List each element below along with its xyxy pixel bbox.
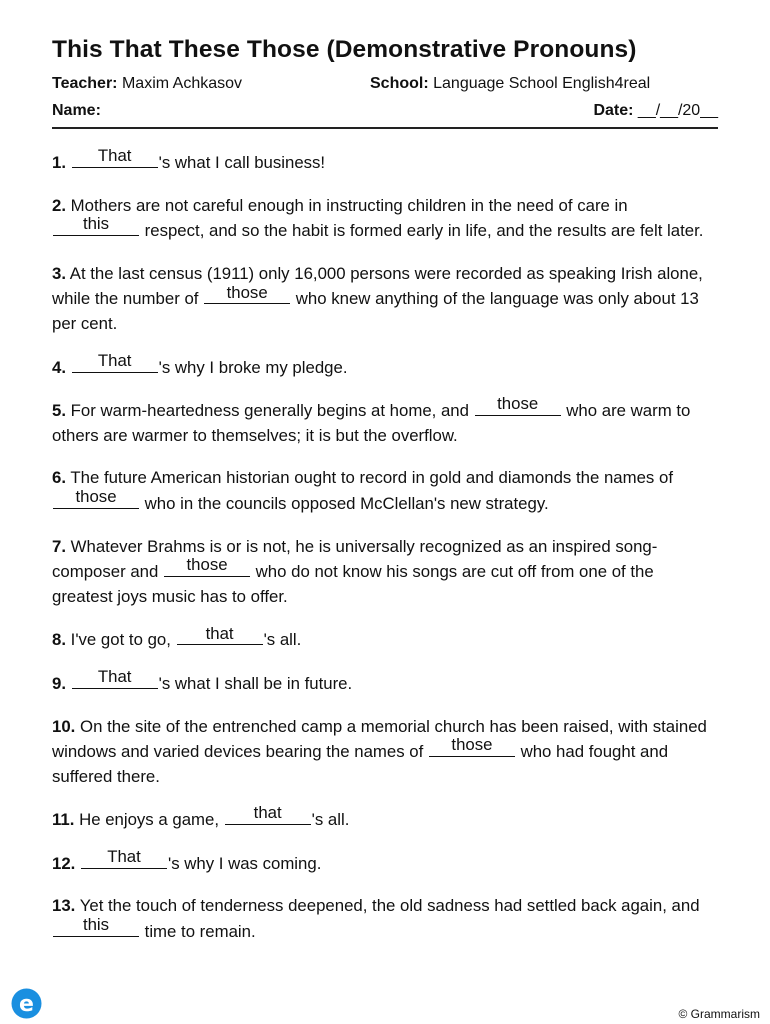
- question-text-after: time to remain.: [140, 922, 256, 942]
- header-divider: [52, 127, 718, 129]
- school-label: School:: [370, 75, 429, 92]
- date-label: Date:: [593, 102, 634, 119]
- answer-text: those: [497, 394, 539, 414]
- question-number: 12.: [52, 853, 76, 873]
- date-info: [593, 102, 718, 120]
- school-info: [370, 75, 650, 93]
- question-text-after: 's why I was coming.: [168, 853, 322, 873]
- answer-blank: [429, 735, 515, 757]
- question-text-after: 's all.: [311, 810, 350, 830]
- question-text-after: 's what I shall be in future.: [158, 673, 353, 693]
- answer-text: those: [186, 555, 228, 575]
- question-number: 13.: [52, 896, 76, 916]
- answer-text: those: [226, 282, 268, 302]
- question-5: [52, 394, 718, 448]
- question-text-before: For warm-heartedness generally begins at home, and: [70, 401, 474, 421]
- question-text-before: Whatever Brahms is or is not, he is universally recognized as an inspired song-composer and: [52, 536, 658, 582]
- question-text-after: who knew anything of the language was only about 13 per cent.: [52, 289, 699, 333]
- question-number: 10.: [52, 716, 76, 736]
- question-11: [52, 803, 718, 833]
- question-text-after: who are warm to others are warmer to themselves; it is but the overflow.: [52, 401, 691, 445]
- question-7: [52, 535, 718, 610]
- answer-blank: [53, 214, 139, 236]
- question-text-before: He enjoys a game,: [79, 810, 224, 830]
- answer-text: this: [82, 214, 110, 234]
- answer-blank: [72, 146, 158, 168]
- question-text-after: 's what I call business!: [158, 153, 326, 172]
- answer-blank: [72, 350, 158, 373]
- question-text-before: On the site of the entrenched camp a memorial church has been raised, with stained windows and varied devices bearing the names of: [52, 716, 707, 762]
- date-value: __/__/20__: [637, 102, 718, 119]
- question-number: 4.: [52, 357, 66, 377]
- question-text-before: The future American historian ought to record in gold and diamonds the names of: [70, 468, 673, 488]
- name-date-row: [52, 102, 718, 120]
- answer-text: That: [97, 350, 132, 370]
- question-text-before: At the last census (1911) only 16,000 persons were recorded as speaking Irish alone, while the number of: [52, 263, 703, 309]
- answer-blank: [225, 803, 311, 825]
- teacher-value: Maxim Achkasov: [121, 75, 243, 92]
- answer-blank: [72, 667, 158, 689]
- answer-text: that: [253, 803, 282, 823]
- question-number: 2.: [52, 195, 66, 215]
- worksheet-title: This That These Those (Demonstrative Pronouns): [52, 36, 637, 63]
- question-text-after: 's why I broke my pledge.: [158, 357, 348, 377]
- answer-text: those: [451, 735, 493, 755]
- question-number: 3.: [52, 263, 66, 283]
- question-text-after: 's all.: [263, 630, 302, 650]
- question-13: [52, 894, 718, 944]
- logo-letter: e: [19, 992, 34, 1017]
- answer-text: That: [97, 667, 132, 687]
- answer-text: That: [97, 146, 132, 166]
- name-label: Name:: [52, 102, 101, 119]
- answer-text: That: [107, 847, 141, 867]
- question-text-before: Mothers are not careful enough in instructing children in the need of care in: [70, 195, 628, 215]
- answer-text: that: [205, 623, 234, 643]
- teacher-school-row: [52, 75, 718, 93]
- answer-blank: [53, 915, 139, 937]
- question-6: [52, 466, 718, 516]
- question-10: [52, 715, 718, 790]
- question-4: [52, 350, 718, 381]
- question-text-before: Yet the touch of tenderness deepened, the old sadness had settled back again, and: [79, 896, 700, 916]
- question-number: 1.: [52, 153, 66, 172]
- answer-blank: [81, 847, 167, 869]
- question-number: 9.: [52, 673, 66, 693]
- question-text-after: who in the councils opposed McClellan's new strategy.: [140, 493, 549, 513]
- question-12: [52, 847, 718, 877]
- answer-blank: [204, 282, 290, 304]
- question-number: 11.: [52, 810, 75, 830]
- question-number: 8.: [52, 630, 66, 650]
- question-text-after: who had fought and suffered there.: [52, 742, 669, 786]
- question-number: 6.: [52, 468, 66, 488]
- answer-blank: [164, 555, 250, 577]
- question-9: [52, 667, 718, 697]
- question-list: [52, 146, 718, 963]
- answer-blank: [177, 623, 263, 645]
- question-1: [52, 146, 718, 176]
- question-text-after: who do not know his songs are cut off from one of the greatest joys music has to offer.: [52, 562, 654, 606]
- teacher-label: Teacher:: [52, 75, 118, 92]
- answer-text: those: [75, 487, 117, 507]
- answer-blank: [53, 487, 139, 509]
- answer-blank: [475, 394, 561, 416]
- grammarism-logo-icon: [11, 988, 42, 1019]
- answer-text: this: [82, 915, 110, 935]
- question-2: [52, 194, 718, 244]
- copyright-footer: © Grammarism: [678, 1007, 760, 1021]
- question-number: 7.: [52, 536, 66, 556]
- question-number: 5.: [52, 401, 66, 421]
- question-text-after: respect, and so the habit is formed early in life, and the results are felt later.: [140, 221, 704, 241]
- school-value: Language School English4real: [433, 75, 651, 92]
- question-8: [52, 623, 718, 653]
- question-text-before: I've got to go,: [70, 630, 176, 650]
- teacher-info: [52, 75, 242, 92]
- question-3: [52, 262, 718, 337]
